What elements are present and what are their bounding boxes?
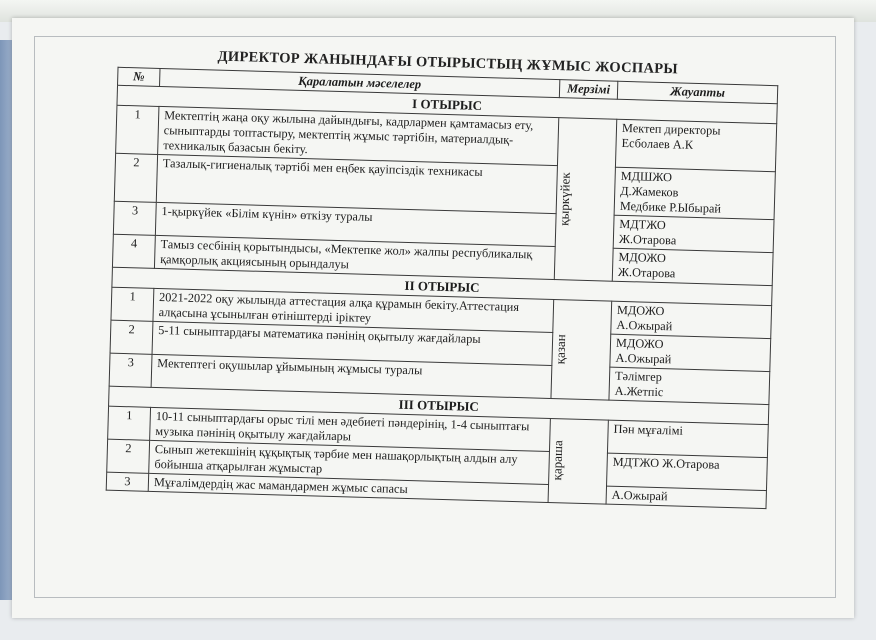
item-number: 4 (112, 234, 155, 268)
item-topic: Сынып жетекшінің құқықтық тәрбие мен нашақорлықтың алдын алу бойынша атқарылған жұмыстар (149, 440, 550, 484)
item-number: 1 (108, 406, 151, 440)
session-title: ІІ ОТЫРЫС (112, 267, 772, 305)
item-topic: 5-11 сыныптардағы математика пәнінің оқытылу жағдайлары (152, 321, 553, 365)
item-responsible: МДТЖО Ж.Отарова (613, 215, 774, 252)
item-number: 2 (107, 439, 150, 473)
item-responsible: МДТЖО Ж.Отарова (607, 453, 768, 490)
document-sheet (106, 46, 778, 509)
session-period: қыркүйек (556, 171, 573, 226)
item-topic: Тазалық-гигиеналық тәртібі мен еңбек қауіпсіздік техникасы (156, 154, 557, 213)
plan-table (106, 67, 779, 509)
item-responsible: Тәлімгер А.Жетпіс (609, 367, 770, 404)
item-topic: Тамыз сесбінің қорытындысы, «Мектепке жол» жалпы республикалық қамқорлық акциясының орындалуы (154, 235, 555, 279)
session-title: І ОТЫРЫС (117, 85, 777, 123)
session-period-cell (554, 118, 617, 282)
item-topic: Мектептің жаңа оқу жылына дайындығы, кадрлармен қамтамасыз ету, сыныптарды топтастыру, мектептің жұмыс тәртібін, материалдық-техникалық базасын бекіту. (158, 106, 559, 165)
session-period: қараша (549, 440, 566, 481)
item-number: 3 (109, 353, 152, 387)
header-responsible: Жауапты (617, 81, 777, 103)
item-number: 2 (114, 153, 157, 202)
item-number: 3 (113, 201, 156, 235)
item-topic: Мектептегі оқушылар ұйымының жұмысы туралы (151, 354, 552, 398)
document-title: ДИРЕКТОР ЖАНЫНДАҒЫ ОТЫРЫСТЫҢ ЖҰМЫС ЖОСПАРЫ (217, 48, 679, 78)
session-period-cell (551, 300, 612, 401)
item-responsible: МДОЖО А.Ожырай (611, 301, 772, 338)
session-period-cell (548, 419, 608, 505)
item-number: 1 (111, 287, 154, 321)
item-number: 3 (106, 472, 148, 491)
session-title: ІІІ ОТЫРЫС (109, 386, 769, 424)
item-topic: 10-11 сыныптардағы орыс тілі мен әдебиеті пәндерінің, 1-4 сыныптағы музыка пәнінің оқытылу жағдайлары (150, 407, 551, 451)
session-period: қазан (552, 334, 569, 365)
header-num: № (118, 67, 160, 86)
item-responsible: МДОЖО А.Ожырай (610, 334, 771, 371)
item-responsible: Мектеп директоры Есболаев А.К (615, 119, 776, 171)
item-topic: 1-қыркүйек «Білім күнін» өткізу туралы (155, 202, 556, 246)
item-responsible: А.Ожырай (606, 486, 766, 508)
item-responsible: МДОЖО Ж.Отарова (612, 248, 773, 285)
item-responsible: МДШЖО Д.Жамеков Медбике Р.Ыбырай (614, 167, 775, 219)
item-topic: 2021-2022 оқу жылында аттестация алқа құрамын бекіту.Аттестация алқасына ұсынылған өтініштерді іріктеу (153, 288, 554, 332)
header-deadline: Мерзімі (559, 80, 617, 100)
item-topic: Мұғалімдердің жас мамандармен жұмыс сапасы (148, 473, 548, 502)
item-number: 1 (116, 105, 159, 154)
item-responsible: Пән мұғалімі (607, 420, 768, 457)
item-number: 2 (110, 320, 153, 354)
header-topic: Қаралатын мәселелер (160, 68, 560, 97)
